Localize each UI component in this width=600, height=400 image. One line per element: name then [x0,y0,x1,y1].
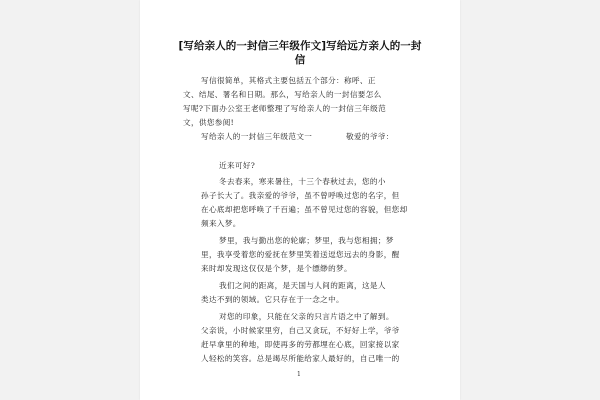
document-title-line-2: 信 [294,54,306,66]
paragraph-line: 在心底却把您呼唤了千百遍；虽不曾见过您的容貌，但您却 [201,205,408,214]
paragraph-line: 来时却发现这仅仅是个梦，是个缥缈的梦。 [201,264,352,273]
intro-line: 文，供您参阅! [183,118,235,127]
document-title-line-1: [写给亲人的一封信三年级作文]写给远方亲人的一封 [178,40,422,52]
page-number: 1 [297,371,301,378]
paragraph-line: 孙子长大了。我亲爱的爷爷，虽不曾呼唤过您的名字，但 [201,191,400,200]
paragraph-line: 人轻松的笑容。总是竭尽所能给家人最好的，自己唯一的 [201,354,400,363]
paragraph-line: 梦里，我与勤出您的轮廓；梦里，我与您相拥；梦 [219,236,394,245]
paragraph-line: 赶早拿里的种地，即使再多的劳都埋在心底，回家接以家 [201,340,400,349]
intro-line: 文、结尾、署名和日期。那么，写给亲人的一封信要怎么 [183,90,382,99]
letter-greeting: 近来可好? [219,161,256,170]
paragraph-line: 冬去春来，寒来暑往，十三个春秋过去，您的小 [219,177,386,186]
paragraph-line: 父亲说，小时候家里穷，自己又贪玩，不好好上学，爷爷 [201,326,400,335]
paragraph-line: 对您的印象，只能在父亲的只言片语之中了解到。 [219,312,394,321]
letter-salutation: 敬爱的爷爷： [346,132,394,141]
intro-line: 写呢?下面办公室王老师整理了写给亲人的一封信三年级范 [183,104,387,113]
paragraph-line: 类达不到的领域。它只存在于一念之中。 [201,295,344,304]
paragraph-line: 我们之间的距离，是天国与人间的距离，这是人 [219,281,386,290]
intro-line: 写信很简单，其格式主要包括五个部分：称呼、正 [201,76,376,85]
paragraph-line: 频来入梦。 [201,219,241,228]
example-heading: 写给亲人的一封信三年级范文一 [201,132,313,141]
paragraph-line: 里，我享受着您的爱抚在梦里笑着送逗您远去的身影，醒 [201,250,400,259]
